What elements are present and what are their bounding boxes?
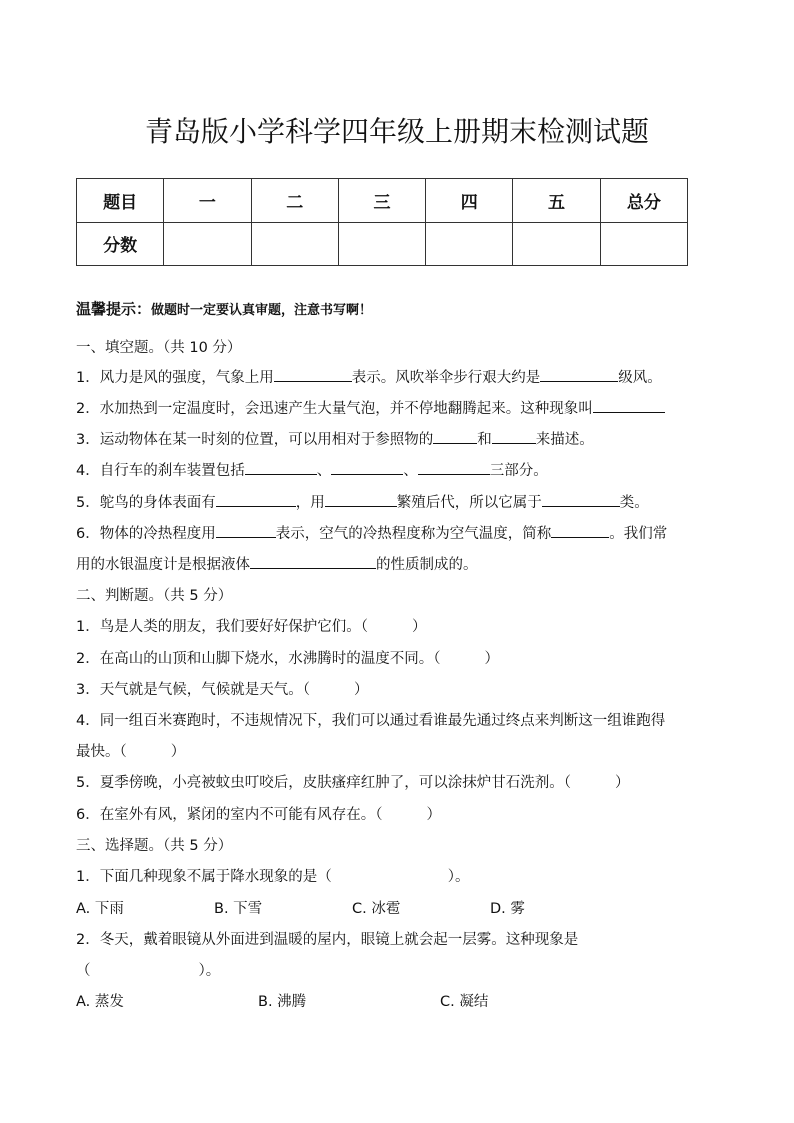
answer-blank[interactable]	[551, 523, 609, 538]
s1-q1	[76, 366, 662, 387]
s2-q3-text: 3．天气就是气候，气候就是天气。（	[76, 682, 310, 698]
s1-q6-text: 表示，空气的冷热程度称为空气温度，简称	[275, 526, 552, 542]
s1-q5-text: 5．鸵鸟的身体表面有	[76, 495, 216, 511]
answer-blank[interactable]	[325, 492, 397, 507]
header-cell-4: 四	[426, 179, 513, 223]
s1-q5-text: 类。	[619, 495, 649, 511]
score-table	[76, 178, 688, 266]
s2-q4: 4．同一组百米赛跑时，不违规情况下，我们可以通过看谁最先通过终点来判断这一组谁跑得	[76, 713, 666, 729]
s1-q6-cont	[76, 553, 478, 574]
answer-blank[interactable]	[245, 460, 317, 475]
s1-q4-text: 三部分。	[489, 463, 548, 479]
option-b[interactable]: B. 沸腾	[258, 994, 307, 1010]
answer-blank[interactable]	[433, 429, 477, 444]
section1-heading: 一、填空题。（共 10 分）	[76, 340, 242, 356]
option-c[interactable]: C. 冰雹	[352, 901, 401, 917]
s3-q1-text: ）。	[447, 869, 470, 885]
s1-q1-text: 表示。风吹举伞步行艰大约是	[351, 370, 541, 386]
score-cell-total[interactable]	[600, 222, 687, 266]
s1-q6-text: 6．物体的冷热程度用	[76, 526, 216, 542]
s2-q3	[76, 678, 368, 699]
s3-q2-text: （	[76, 963, 91, 979]
option-b[interactable]: B. 下雪	[214, 901, 263, 917]
s1-q2	[76, 397, 665, 418]
s3-q2: 2．冬天，戴着眼镜从外面进到温暖的屋内，眼镜上就会起一层雾。这种现象是	[76, 932, 579, 948]
s1-q1-text: 1．风力是风的强度，气象上用	[76, 370, 274, 386]
s2-q1	[76, 615, 426, 636]
tip-label: 温馨提示：	[76, 300, 152, 318]
page-title: 青岛版小学科学四年级上册期末检测试题	[144, 115, 649, 148]
s1-q6-text: 用的水银温度计是根据液体	[76, 557, 250, 573]
paren-close: ）	[484, 651, 499, 667]
header-cell-2: 二	[251, 179, 338, 223]
answer-blank[interactable]	[542, 492, 620, 507]
s1-q6	[76, 522, 667, 543]
header-cell-3: 三	[338, 179, 425, 223]
s1-q5-text: ，用	[295, 495, 325, 511]
s3-q1	[76, 865, 469, 886]
s1-q1-text: 级风。	[618, 370, 662, 386]
answer-blank[interactable]	[216, 492, 296, 507]
answer-blank[interactable]	[492, 429, 536, 444]
row-label-score: 分数	[77, 222, 164, 266]
s2-q2-text: 2．在高山的山顶和山脚下烧水，水沸腾时的温度不同。（	[76, 651, 441, 667]
header-cell-total: 总分	[600, 179, 687, 223]
tip-text: 做题时一定要认真审题，注意书写啊！	[151, 303, 373, 318]
paren-close: ）	[353, 682, 369, 698]
s3-q1-options	[76, 897, 550, 918]
s1-q2-text: 2．水加热到一定温度时，会迅速产生大量气泡，并不停地翻腾起来。这种现象叫	[76, 401, 593, 417]
option-c[interactable]: C. 凝结	[440, 994, 489, 1010]
s1-q6-text: 的性质制成的。	[376, 557, 478, 573]
answer-blank[interactable]	[274, 367, 352, 382]
paren-close: ）	[170, 744, 186, 760]
s2-q6	[76, 803, 441, 824]
paren-close: ）	[411, 619, 427, 635]
header-cell-subject: 题目	[77, 179, 164, 223]
paren-close: ）	[614, 775, 630, 791]
score-cell[interactable]	[164, 222, 251, 266]
score-cell[interactable]	[338, 222, 425, 266]
s2-q5	[76, 771, 629, 792]
s1-q5-text: 繁殖后代，所以它属于	[396, 495, 542, 511]
header-cell-1: 一	[164, 179, 251, 223]
tip-line	[76, 298, 372, 319]
s2-q2	[76, 647, 499, 668]
s2-q5-text: 5．夏季傍晚，小亮被蚊虫叮咬后，皮肤瘙痒红肿了，可以涂抹炉甘石洗剂。（	[76, 775, 571, 791]
score-cell[interactable]	[426, 222, 513, 266]
answer-blank[interactable]	[331, 460, 403, 475]
answer-blank[interactable]	[250, 554, 376, 569]
s3-q2-text: ）。	[198, 963, 221, 979]
answer-blank[interactable]	[593, 398, 665, 413]
s2-q1-text: 1．鸟是人类的朋友，我们要好好保护它们。（	[76, 619, 368, 635]
answer-blank[interactable]	[540, 367, 618, 382]
s3-q2-options	[76, 990, 520, 1011]
score-table-score-row	[77, 222, 688, 266]
s1-q3-text: 3．运动物体在某一时刻的位置，可以用相对于参照物的	[76, 432, 434, 448]
s1-q3	[76, 428, 594, 449]
s1-q5	[76, 491, 649, 512]
option-a[interactable]: A. 下雨	[76, 901, 124, 917]
section2-heading: 二、判断题。（共 5 分）	[76, 588, 233, 604]
header-cell-5: 五	[513, 179, 600, 223]
s1-q4	[76, 459, 548, 480]
section3-heading: 三、选择题。（共 5 分）	[76, 838, 233, 854]
s1-q6-text: 。我们常	[609, 526, 668, 542]
s2-q4-cont	[76, 740, 185, 761]
s3-q1-text: 1．下面几种现象不属于降水现象的是（	[76, 869, 332, 885]
s2-q6-text: 6．在室外有风，紧闭的室内不可能有风存在。（	[76, 807, 383, 823]
option-a[interactable]: A. 蒸发	[76, 994, 124, 1010]
answer-blank[interactable]	[216, 523, 276, 538]
s1-q3-text: 和	[477, 432, 492, 448]
s3-q2-cont	[76, 959, 220, 980]
score-table-header-row	[77, 179, 688, 223]
paren-close: ）	[426, 807, 441, 823]
s1-q4-text: 、	[403, 463, 418, 479]
s1-q4-text: 4．自行车的刹车装置包括	[76, 463, 245, 479]
s2-q4-text: 最快。（	[76, 744, 127, 760]
option-d[interactable]: D. 雾	[490, 901, 525, 917]
s1-q4-text: 、	[316, 463, 332, 479]
score-cell[interactable]	[513, 222, 600, 266]
s1-q3-text: 来描述。	[535, 432, 594, 448]
answer-blank[interactable]	[418, 460, 490, 475]
score-cell[interactable]	[251, 222, 338, 266]
